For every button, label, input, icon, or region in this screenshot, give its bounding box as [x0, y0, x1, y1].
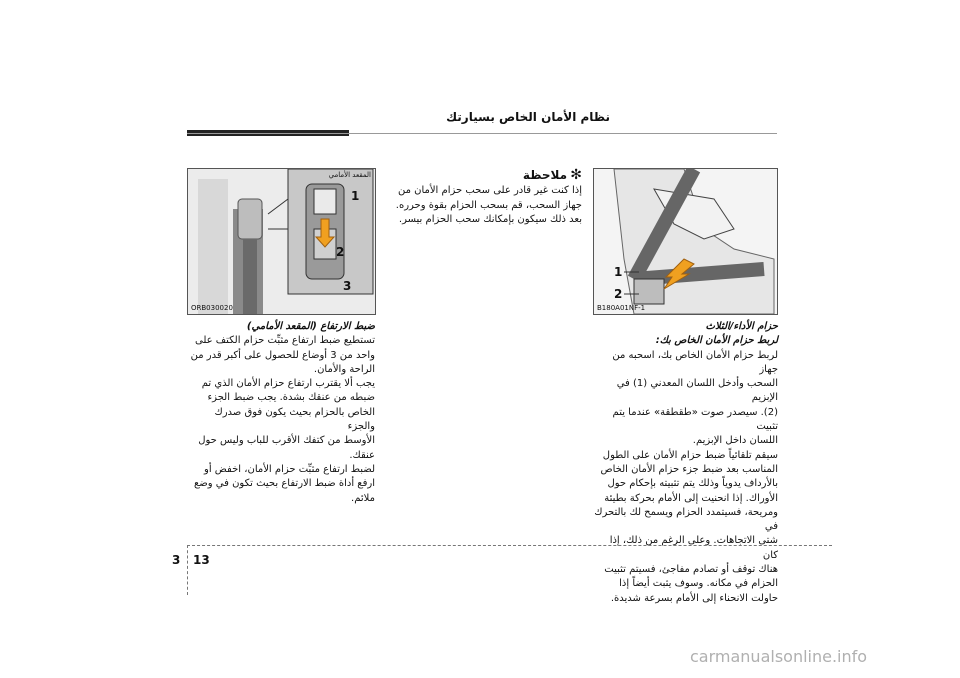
callout-3: 3 — [343, 279, 352, 293]
height-adjustment-instructions — [187, 320, 375, 506]
text-line: المناسب بعد ضبط جزء حزام الأمان الخاص — [600, 463, 778, 475]
page-number-divider — [187, 545, 188, 595]
text-line: ملائم. — [351, 492, 375, 504]
text-line: اللسان داخل الإبزيم. — [692, 435, 778, 447]
text-line: الخاص بالحزام بحيث يكون فوق صدرك والجزء — [214, 406, 375, 433]
note-box — [392, 168, 582, 227]
text-line: لربط حزام الأمان الخاص بك، اسحبه من جهاز — [612, 349, 778, 375]
callout-1: 1 — [614, 265, 623, 279]
text-line: (2). سيصدر صوت «طقطقة» عندما يتم تثبيت — [612, 406, 778, 433]
text-line: جهاز السحب، قم بسحب الحزام بقوة وحرره. — [395, 199, 582, 211]
text-line: الأوسط من كتفك الأقرب للباب وليس حول — [198, 435, 375, 447]
text-line: حاولت الانحناء إلى الأمام بسرعة شديدة. — [610, 592, 778, 604]
text-line: واحد من 3 أوضاع للحصول على أكبر قدر من — [190, 349, 375, 361]
text-line: لضبط ارتفاع مثبِّت حزام الأمان، اخفض أو — [204, 463, 375, 475]
text-line: الراحة والأمان. — [313, 363, 375, 375]
text-line: شتى الاتجاهات. وعلى الرغم من ذلك، إذا كان — [609, 535, 778, 561]
figure-code: ORB030020 — [191, 304, 233, 312]
text-line: بعد ذلك سيكون بإمكانك سحب الحزام بيسر. — [398, 213, 582, 225]
text-line: تستطيع ضبط ارتفاع مثبِّت حزام الكتف على — [194, 335, 375, 347]
height-adjuster-figure — [187, 168, 376, 315]
text-line: عنقك. — [349, 449, 375, 461]
text-line: الحزام في مكانه. وسوف يثبت أيضاً إذا — [619, 578, 778, 590]
text-line: يجب ألا يقترب ارتفاع حزام الأمان الذي تم — [201, 378, 375, 390]
callout-2: 2 — [614, 287, 623, 301]
text-line: ارفع أداة ضبط الارتفاع بحيث تكون في وضع — [193, 478, 375, 490]
figure-code: B180A01NF-1 — [597, 304, 646, 312]
note-heading: ملاحظة — [522, 168, 568, 182]
text-line: الأوراك. إذا انحنيت إلى الأمام بحركة بطيئة — [604, 492, 778, 504]
text-line: سيقم تلقائياً ضبط حزام الأمان على الطول — [602, 449, 778, 461]
text-line: السحب وأدخل اللسان المعدني (1) في الإبزيم — [616, 378, 778, 404]
note-star-icon: ✻ — [570, 167, 582, 183]
fastening-instructions — [593, 320, 778, 606]
section-heading: ضبط الارتفاع (المقعد الأمامي) — [246, 321, 375, 332]
page-number: 13 — [193, 553, 210, 567]
text-line: بالأرداف يدوياً وذلك يتم تثبيته بإحكام حول — [607, 478, 778, 490]
text-line: إذا كنت غير قادر على سحب حزام الأمان من — [397, 185, 582, 197]
footer-divider — [187, 545, 832, 546]
callout-2: 2 — [336, 245, 345, 259]
text-line: هناك توقف أو تصادم مفاجئ، فسيتم تثبيت — [604, 564, 778, 576]
section-subheading: لربط حزام الأمان الخاص بك: — [655, 335, 778, 347]
header-divider — [187, 133, 777, 134]
chapter-number: 3 — [172, 553, 181, 567]
section-heading: حزام الأداء/الثلاث — [705, 321, 778, 332]
page-header-title: نظام الأمان الخاص بسيارتك — [446, 110, 610, 124]
text-line: ومريحة، فسيتمدد الحزام ويسمح لك بالتحرك في — [594, 506, 778, 533]
callout-1: 1 — [351, 189, 360, 203]
text-line: ضبطه من عنقك بشدة. يجب ضبط الجزء — [207, 392, 375, 404]
fastening-belt-figure — [593, 168, 778, 315]
watermark-text: carmanualsonline.info — [690, 647, 868, 666]
figure-caption: المقعد الأمامي — [328, 171, 371, 179]
